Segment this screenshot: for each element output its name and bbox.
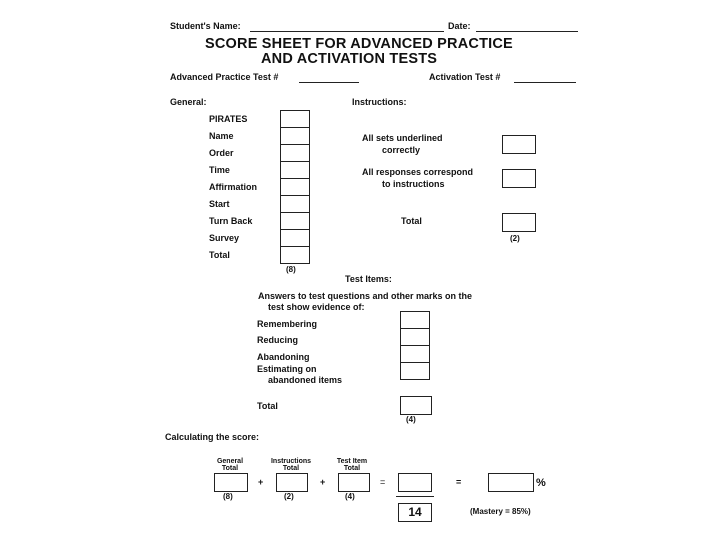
general-item-turn-back: Turn Back <box>209 216 253 226</box>
equals-sign-1: = <box>380 477 386 487</box>
test-items-intro-line-2: test show evidence of: <box>268 302 365 312</box>
instructions-total-caption-line-1: Instructions <box>270 458 312 465</box>
general-score-box[interactable] <box>280 161 310 178</box>
calc-test-item-total-box[interactable] <box>338 473 370 492</box>
test-item-total-caption-line-1: Test Item <box>336 458 368 465</box>
test-item-score-box[interactable] <box>400 328 430 345</box>
test-item-remembering: Remembering <box>257 319 318 329</box>
test-item-reducing: Reducing <box>257 335 299 345</box>
general-score-box[interactable] <box>280 229 310 246</box>
page-title-line-2: AND ACTIVATION TESTS <box>261 51 438 67</box>
general-max-points: (8) <box>286 265 296 274</box>
general-total-box[interactable] <box>280 246 310 264</box>
instructions-score-box-2[interactable] <box>502 169 536 188</box>
instructions-total-box[interactable] <box>502 213 536 232</box>
fraction-bar <box>396 496 434 497</box>
general-total-caption-line-2: Total <box>221 465 239 472</box>
mastery-note: (Mastery = 85%) <box>470 507 531 516</box>
general-score-box[interactable] <box>280 195 310 212</box>
instructions-max-points: (2) <box>510 234 520 243</box>
instructions-total-label: Total <box>401 216 422 226</box>
general-item-survey: Survey <box>209 233 240 243</box>
instructions-item-1-line-2: correctly <box>382 145 421 155</box>
practice-test-label: Advanced Practice Test # <box>170 72 279 82</box>
student-name-label: Student's Name: <box>170 21 241 31</box>
activation-test-number-field[interactable] <box>514 82 576 83</box>
test-items-heading: Test Items: <box>345 274 392 284</box>
general-item-name: Name <box>209 131 234 141</box>
test-item-score-box[interactable] <box>400 311 430 328</box>
instructions-item-2-line-1: All responses correspond <box>362 167 474 177</box>
instructions-total-caption-line-2: Total <box>282 465 300 472</box>
equals-sign-2: = <box>456 477 462 487</box>
date-field[interactable] <box>476 31 578 32</box>
general-score-box[interactable] <box>280 212 310 229</box>
test-item-estimating-line-2: abandoned items <box>268 375 343 385</box>
test-item-abandoning: Abandoning <box>257 352 310 362</box>
test-item-total-caption-line-2: Total <box>343 465 361 472</box>
test-items-max-points: (4) <box>406 415 416 424</box>
calc-test-item-max: (4) <box>345 492 355 501</box>
instructions-heading: Instructions: <box>352 97 407 107</box>
percent-sign: % <box>536 477 546 489</box>
date-label: Date: <box>448 21 471 31</box>
calc-sum-box[interactable] <box>398 473 432 492</box>
calc-general-total-box[interactable] <box>214 473 248 492</box>
plus-sign-2: + <box>320 477 326 487</box>
general-item-pirates: PIRATES <box>209 114 248 124</box>
general-total-caption-line-1: General <box>216 458 244 465</box>
test-item-score-box[interactable] <box>400 362 430 380</box>
general-item-start: Start <box>209 199 230 209</box>
test-item-score-boxes <box>400 311 430 380</box>
page-title-line-1: SCORE SHEET FOR ADVANCED PRACTICE <box>205 36 513 52</box>
general-item-total: Total <box>209 250 230 260</box>
calculation-heading: Calculating the score: <box>165 432 260 442</box>
activation-test-label: Activation Test # <box>429 72 501 82</box>
test-items-total-box[interactable] <box>400 396 432 415</box>
general-item-order: Order <box>209 148 234 158</box>
student-name-field[interactable] <box>250 31 444 32</box>
instructions-item-1-line-1: All sets underlined <box>362 133 443 143</box>
general-score-box[interactable] <box>280 110 310 127</box>
practice-test-number-field[interactable] <box>299 82 359 83</box>
instructions-score-box-1[interactable] <box>502 135 536 154</box>
test-items-intro-line-1: Answers to test questions and other marks on the <box>258 291 473 301</box>
general-score-boxes <box>280 110 310 264</box>
instructions-item-2-line-2: to instructions <box>382 179 445 189</box>
general-score-box[interactable] <box>280 127 310 144</box>
denominator-box: 14 <box>398 503 432 522</box>
general-heading: General: <box>170 97 207 107</box>
general-item-time: Time <box>209 165 230 175</box>
test-item-score-box[interactable] <box>400 345 430 362</box>
general-item-affirmation: Affirmation <box>209 182 257 192</box>
general-score-box[interactable] <box>280 178 310 195</box>
general-score-box[interactable] <box>280 144 310 161</box>
calc-instructions-max: (2) <box>284 492 294 501</box>
test-items-total-label: Total <box>257 401 278 411</box>
plus-sign-1: + <box>258 477 264 487</box>
percent-result-box[interactable] <box>488 473 534 492</box>
calc-general-max: (8) <box>223 492 233 501</box>
calc-instructions-total-box[interactable] <box>276 473 308 492</box>
test-item-estimating-line-1: Estimating on <box>257 364 317 374</box>
